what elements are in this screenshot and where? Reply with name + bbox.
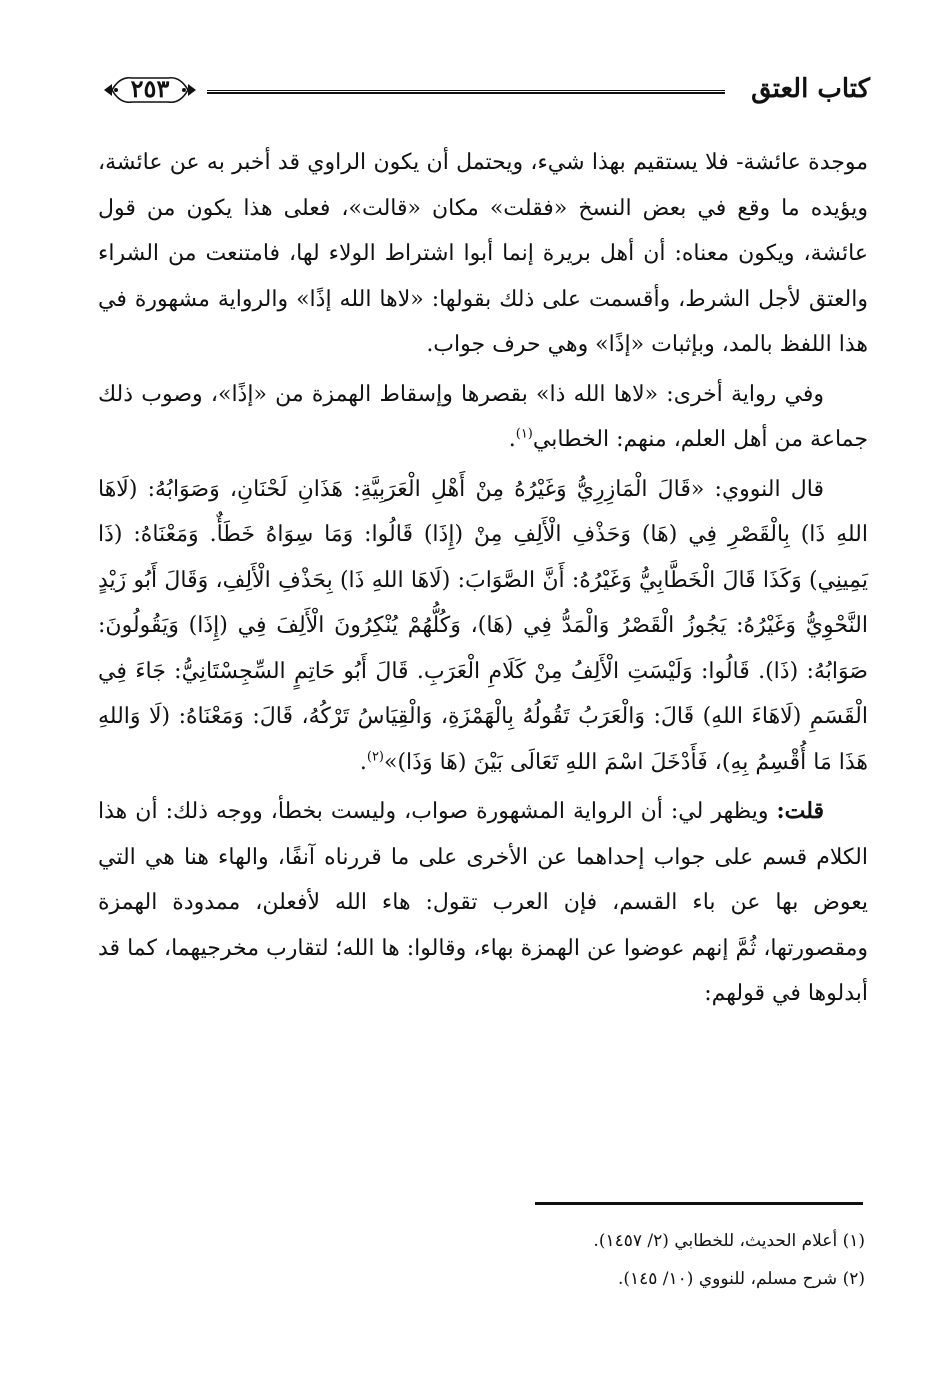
paragraph-3: قال النووي: «قَالَ الْمَازِرِيُّ وَغَيْرُهُ مِنْ أَهْلِ الْعَرَبِيَّةِ: هَذَانِ لَحْنَانِ، وَصَوَابُهُ: (لَاهَا اللهِ ذَا) بِالْقَصْرِ فِي (هَا) وَحَذْفِ الْأَلِفِ مِنْ (إِذَا) قَالُوا: وَمَا سِوَاهُ خَطَأٌ. وَمَعْنَاهُ: (ذَا يَمِينِي) وَكَذَا قَالَ الْخَطَّابِيُّ وَغَيْرُهُ: أَنَّ الصَّوَابَ: (لَاهَا اللهِ ذَا) بِحَذْفِ الْأَلِفِ، وَقَالَ أَبُو زَيْدٍ النَّحْوِيُّ وَغَيْرُهُ: يَجُوزُ الْقَصْرُ وَالْمَدُّ فِي (هَا)، وَكُلُّهُمْ يُنْكِرُونَ الْأَلِفَ فِي (إِذَا) وَيَقُولُونَ: صَوَابُهُ: (ذَا). قَالُوا: وَلَيْسَتِ الْأَلِفُ مِنْ كَلَامِ الْعَرَبِ. قَالَ أَبُو حَاتِمٍ السِّجِسْتَانِيُّ: جَاءَ فِي الْقَسَمِ (لَاهَاءَ اللهِ) قَالَ: وَالْعَرَبُ تَقُولُهُ بِالْهَمْزَةِ، وَالْقِيَاسُ تَرْكُهُ، قَالَ: وَمَعْنَاهُ: (لَا وَاللهِ هَذَا مَا أُقْسِمُ بِهِ)، فَأَدْخَلَ اسْمَ اللهِ تَعَالَى بَيْنَ (هَا وَذَا)»$^{(٢)}$. (98, 476, 868, 775)
page-number-badge (102, 72, 198, 108)
page-header (92, 60, 870, 120)
paragraph-4: قلت: ويظهر لي: أن الرواية المشهورة صواب، وليست بخطأ، ووجه ذلك: أن هذا الكلام قسم على جواب إحداهما عن الأخرى على ما قررناه آنفًا، والهاء هنا هي التي يعوض بها عن باء القسم، فإن العرب تقول: هاء الله لأفعلن، ممدودة الهمزة ومقصورتها، ثُمَّ إنهم عوضوا عن الهمزة بهاء، وقالوا: ها الله؛ لتقارب مخرجيهما، كما قد أبدلوها في قولهم: (98, 798, 868, 1006)
main-text (98, 140, 868, 1021)
footnote-divider (535, 1202, 863, 1205)
footnote-ref: (١) (515, 426, 533, 442)
footnote-ref: (٢) (366, 749, 384, 765)
chapter-title: كتاب العتق (751, 74, 870, 104)
paragraph-2: وفي رواية أخرى: «لاها الله ذا» بقصرها وإسقاط الهمزة من «إذًا»، وصوب ذلك جماعة من أهل العلم، منهم: الخطابي$^{(١)}$. (98, 381, 868, 452)
footnote-2: (٢) شرح مسلم، للنووي (١٠/ ١٤٥). (617, 1269, 865, 1289)
paragraph-1: موجدة عائشة- فلا يستقيم بهذا شيء، ويحتمل أن يكون الراوي قد أخبر به عن عائشة، ويؤيده ما وقع في بعض النسخ «فقلت» مكان «قالت»، فعلى هذا يكون من قول عائشة، ويكون معناه: أن أهل بريرة إنما أبوا اشتراط الولاء لها، فامتنعت من الشراء والعتق لأجل الشرط، وأقسمت على ذلك بقولها: «لاها الله إذًا» والرواية مشهورة في هذا اللفظ بالمد، وبإثبات «إذًا» وهي حرف جواب. (98, 150, 868, 357)
page-number: ٢٥٣ (130, 74, 170, 103)
footnote-1: (١) أعلام الحديث، للخطابي (٢/ ١٤٥٧). (593, 1231, 865, 1251)
header-rule (207, 90, 725, 94)
footnotes (98, 1222, 865, 1298)
qult-label: قلت: (776, 798, 825, 824)
